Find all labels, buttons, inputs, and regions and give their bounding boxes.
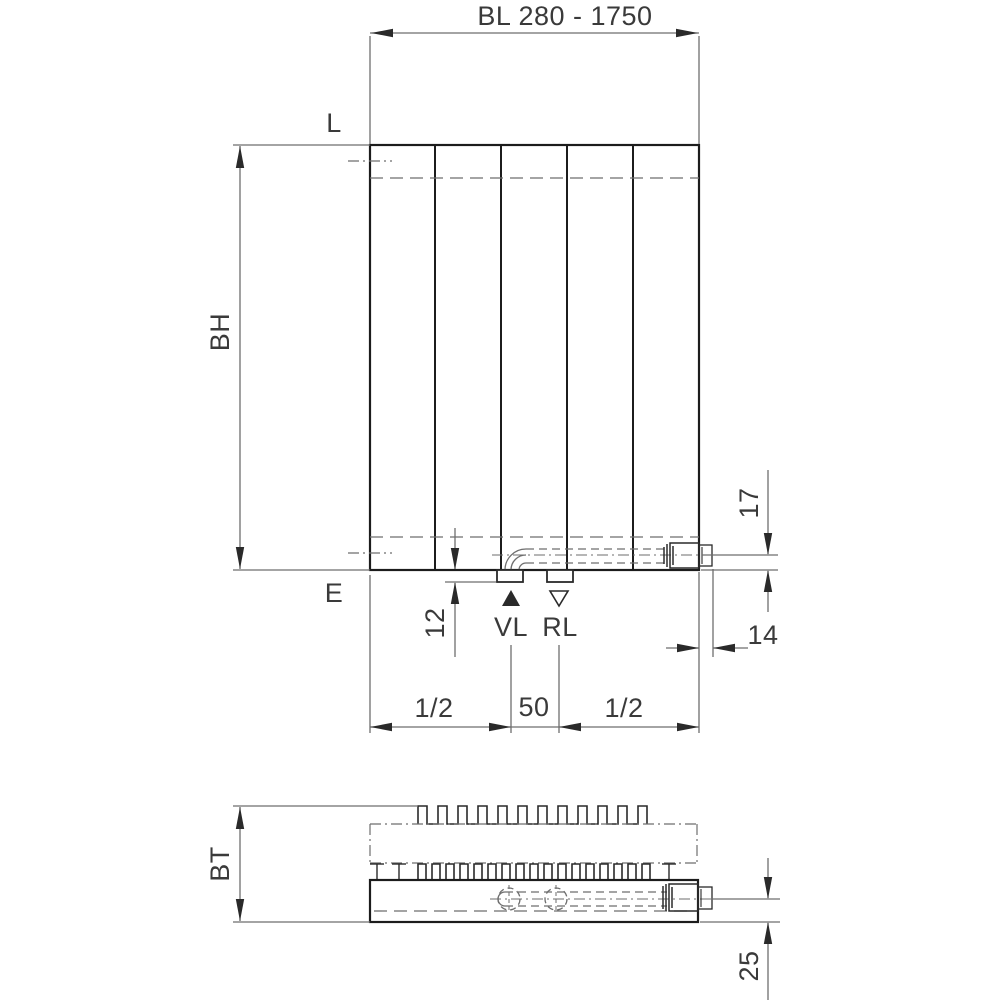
arrowhead-up — [236, 807, 244, 829]
arrowhead-up — [451, 582, 459, 604]
top-view — [205, 806, 780, 1000]
radiator-outline — [370, 145, 699, 570]
bh-label: BH — [205, 312, 235, 352]
half-right-label: 1/2 — [604, 693, 644, 723]
connector-nipple — [698, 887, 712, 909]
arrowhead-down — [764, 877, 772, 899]
front-view — [205, 1, 779, 733]
half-left-label: 1/2 — [414, 693, 454, 723]
nozzles — [494, 570, 578, 642]
convector-fins-upper — [418, 806, 647, 824]
radiator-body-front — [370, 145, 699, 570]
dimension-14 — [666, 569, 779, 733]
dimension-12 — [420, 528, 496, 657]
arrowhead-up — [236, 146, 244, 168]
dim25-label: 25 — [734, 950, 764, 982]
dim12-label: 12 — [420, 607, 450, 639]
arrowhead-left — [559, 723, 581, 731]
arrowhead-down — [236, 547, 244, 569]
reference-lines — [233, 108, 370, 608]
vl-label: VL — [493, 612, 529, 642]
bt-label: BT — [205, 846, 235, 882]
arrowhead-up — [764, 570, 772, 592]
panel-plan-outline — [370, 880, 698, 922]
dimension-bottom-spacing — [370, 575, 699, 733]
dimension-25 — [700, 858, 780, 1000]
convector-fins-lower — [418, 864, 650, 880]
arrowhead-right — [489, 723, 511, 731]
convector-phantom-outline — [370, 824, 697, 863]
dimension-bl — [370, 1, 699, 144]
rl-nozzle — [547, 570, 573, 582]
hidden-lines-front — [348, 161, 718, 570]
fin-section-marks — [370, 864, 676, 880]
arrowhead-up — [764, 922, 772, 944]
arrowhead-down — [451, 548, 459, 570]
dim17-label: 17 — [734, 487, 764, 519]
connector-body — [669, 884, 698, 911]
arrowhead-left — [371, 29, 393, 37]
l-label: L — [326, 108, 342, 138]
e-label: E — [324, 578, 344, 608]
rl-label: RL — [542, 612, 578, 642]
bl-range-label: BL 280 - 1750 — [477, 1, 653, 31]
arrowhead-right — [677, 644, 699, 652]
arrowhead-right — [676, 29, 698, 37]
dimension-bh — [205, 146, 244, 569]
return-flow-icon — [550, 591, 568, 606]
connection-block-plan — [663, 884, 712, 911]
arrowhead-right — [677, 723, 699, 731]
dim14-label: 14 — [747, 620, 779, 650]
pipe-elbow-center-arc — [511, 555, 526, 570]
arrowhead-left — [713, 644, 735, 652]
vl-nozzle — [497, 570, 523, 582]
dim50-label: 50 — [518, 692, 550, 722]
arrowhead-down — [764, 533, 772, 555]
arrowhead-down — [236, 899, 244, 921]
arrowhead-left — [370, 723, 392, 731]
supply-flow-icon — [502, 590, 520, 606]
